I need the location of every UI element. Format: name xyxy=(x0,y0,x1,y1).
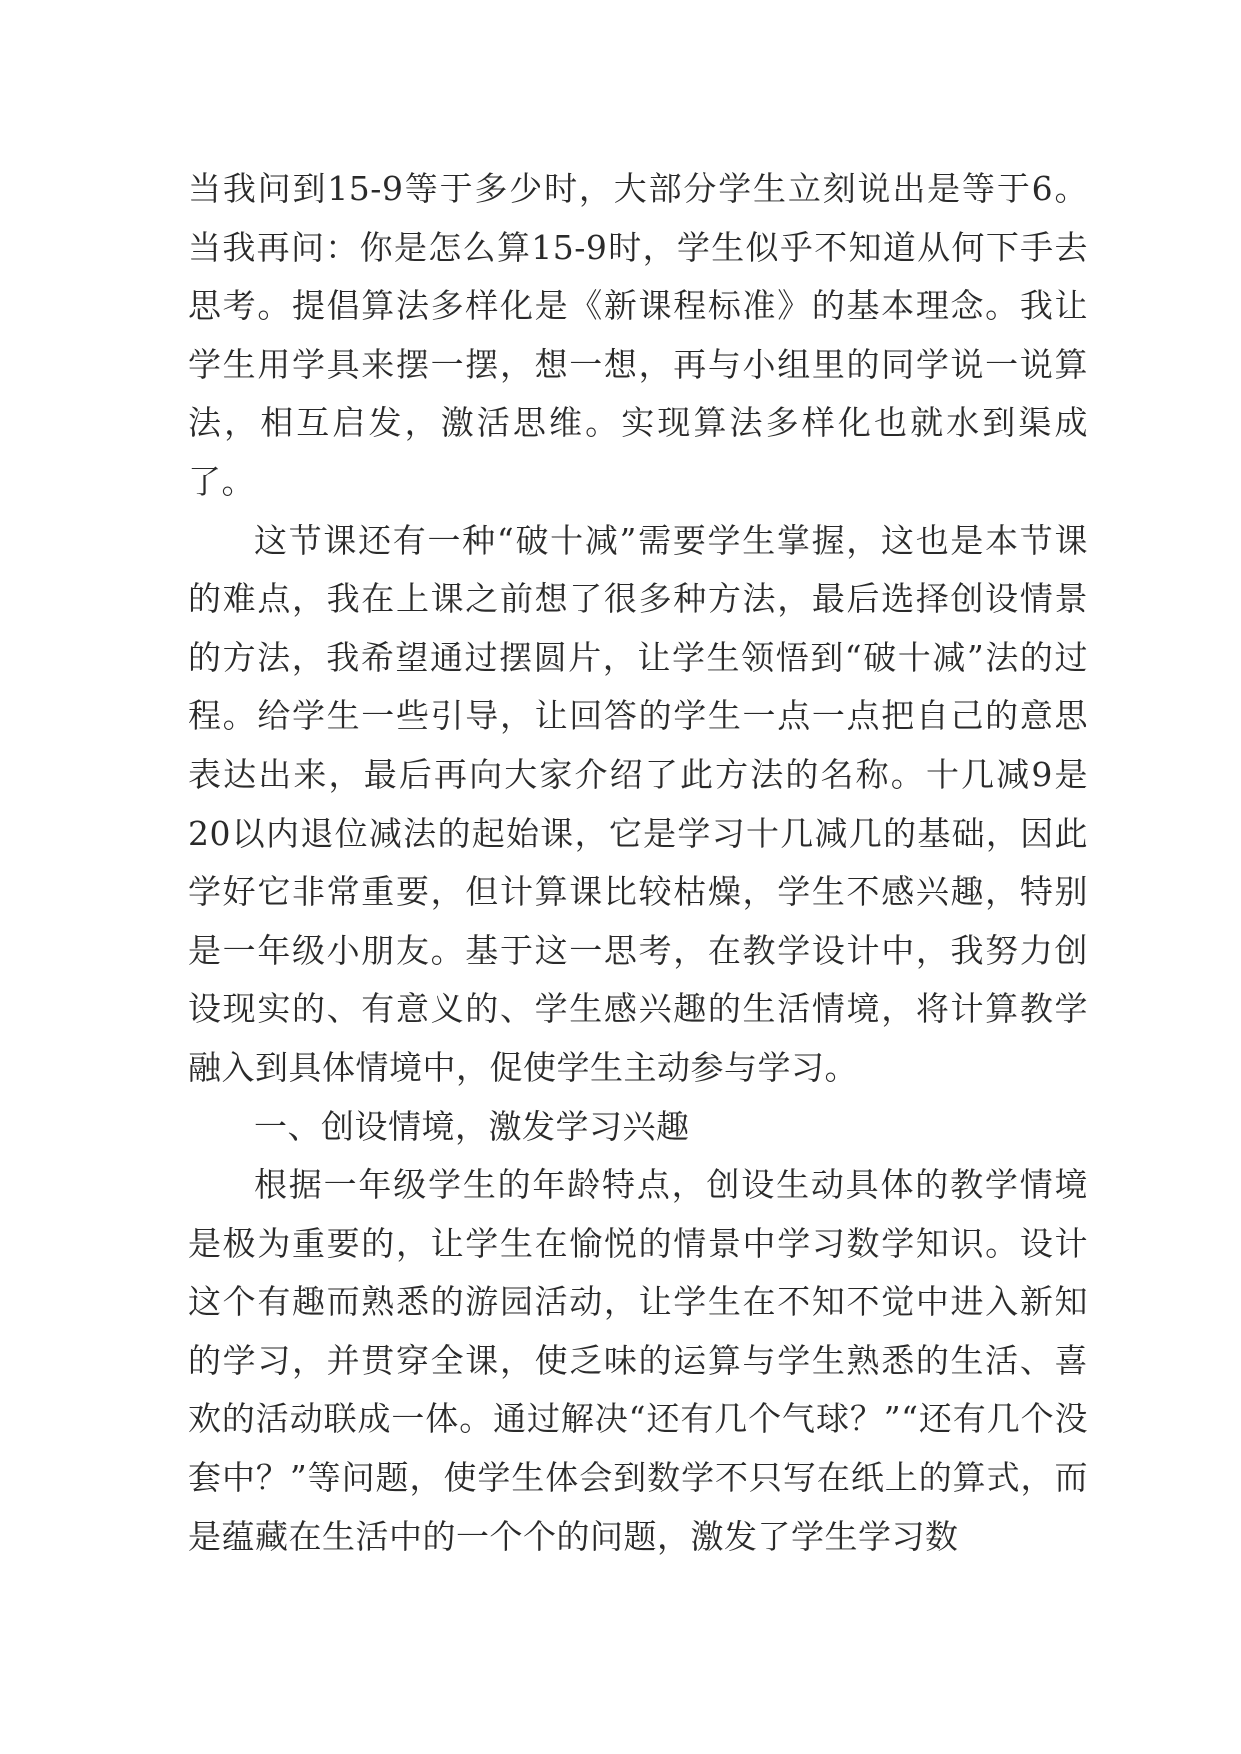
paragraph-break-ten-subtraction: 这节课还有一种“破十减”需要学生掌握，这也是本节课的难点，我在上课之前想了很多种方法，最后选择创设情景的方法，我希望通过摆圆片，让学生领悟到“破十减”法的过程。给学生一些引导，让回答的学生一点一点把自己的意思表达出来，最后再向大家介绍了此方法的名称。十几减9是20以内退位减法的起始课，它是学习十几减几的基础，因此学好它非常重要，但计算课比较枯燥，学生不感兴趣，特别是一年级小朋友。基于这一思考，在教学设计中，我努力创设现实的、有意义的、学生感兴趣的生活情境，将计算教学融入到具体情境中，促使学生主动参与学习。 xyxy=(188,520,1088,1087)
document-body xyxy=(188,160,1088,1566)
paragraph-algorithm-diversity: 当我问到15-9等于多少时，大部分学生立刻说出是等于6。当我再问：你是怎么算15-9时，学生似乎不知道从何下手去思考。提倡算法多样化是《新课程标准》的基本理念。我让学生用学具来摆一摆，想一想，再与小组里的同学说一说算法，相互启发，激活思维。实现算法多样化也就水到渠成了。 xyxy=(188,169,1088,501)
paragraph-teaching-situation: 根据一年级学生的年龄特点，创设生动具体的教学情境是极为重要的，让学生在愉悦的情景中学习数学知识。设计这个有趣而熟悉的游园活动，让学生在不知不觉中进入新知的学习，并贯穿全课，使乏味的运算与学生熟悉的生活、喜欢的活动联成一体。通过解决“还有几个气球？”“还有几个没套中？”等问题，使学生体会到数学不只写在纸上的算式，而是蕴藏在生活中的一个个的问题，激发了学生学习数 xyxy=(188,1165,1088,1556)
section-heading-create-situation: 一、创设情境，激发学习兴趣 xyxy=(254,1106,690,1146)
